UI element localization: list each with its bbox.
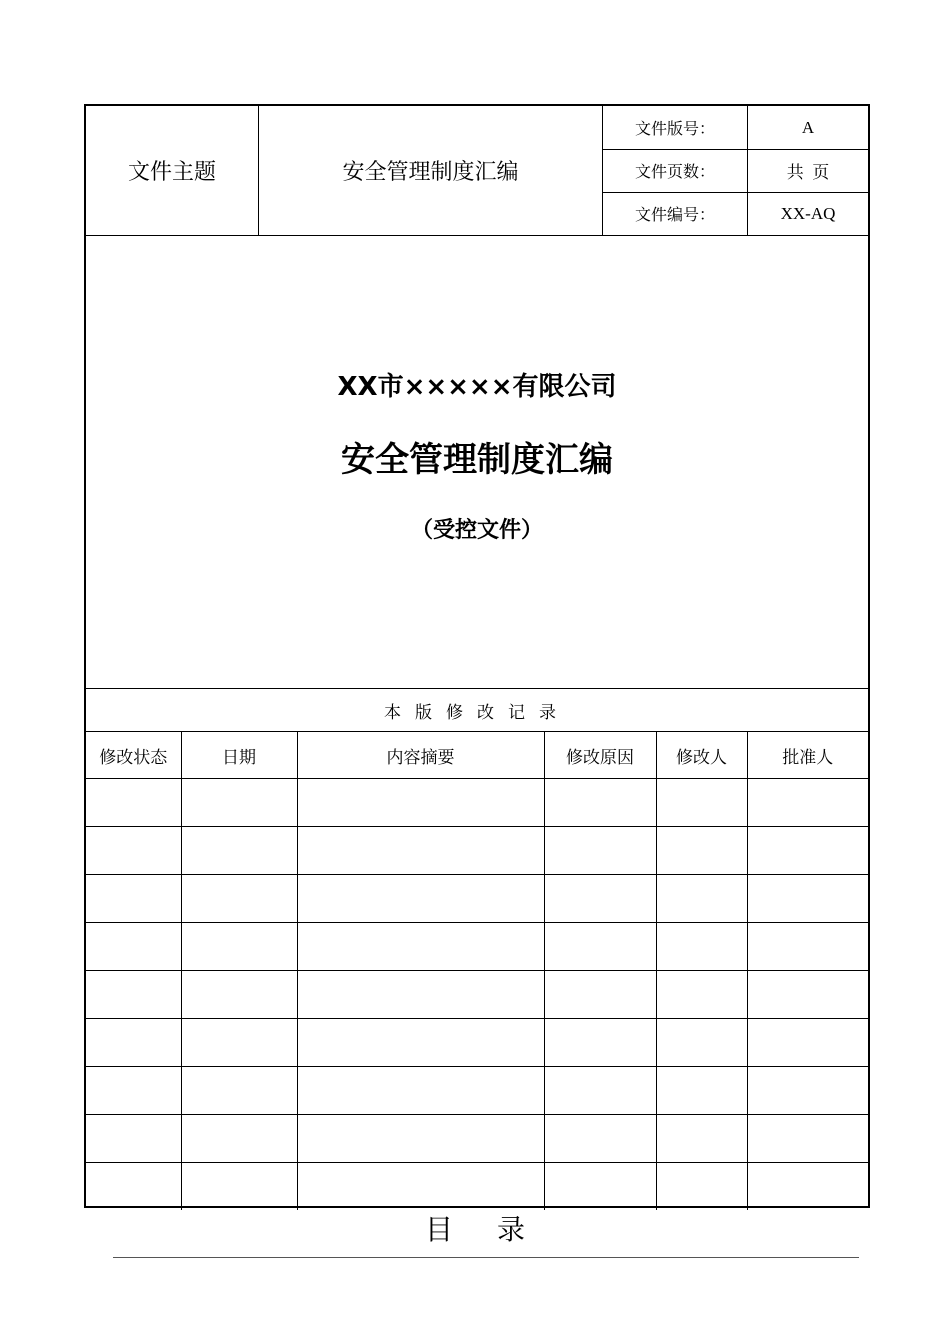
- table-cell: [297, 1019, 544, 1067]
- table-cell: [747, 1067, 868, 1115]
- table-cell: [656, 1067, 747, 1115]
- table-cell: [656, 827, 747, 875]
- column-header: 内容摘要: [297, 732, 544, 779]
- table-row: [86, 1067, 868, 1115]
- table-cell: [181, 1115, 297, 1163]
- table-cell: [747, 779, 868, 827]
- table-cell: [747, 923, 868, 971]
- table-cell: [656, 1163, 747, 1211]
- table-cell: [544, 1115, 656, 1163]
- table-cell: [86, 1163, 181, 1211]
- column-header: 修改人: [656, 732, 747, 779]
- company-name: XX市×××××有限公司: [337, 372, 617, 402]
- table-row: [86, 827, 868, 875]
- column-header: 修改原因: [544, 732, 656, 779]
- table-cell: [747, 1115, 868, 1163]
- column-header: 批准人: [747, 732, 868, 779]
- document-title: 安全管理制度汇编: [341, 440, 613, 480]
- meta-label: 文件页数：: [603, 149, 748, 192]
- table-cell: [297, 923, 544, 971]
- table-cell: [297, 779, 544, 827]
- table-cell: [181, 1067, 297, 1115]
- revision-body: [86, 779, 868, 1211]
- table-cell: [656, 1019, 747, 1067]
- table-cell: [181, 827, 297, 875]
- table-cell: [297, 1115, 544, 1163]
- revision-table: [86, 732, 868, 1210]
- table-cell: [297, 1067, 544, 1115]
- table-cell: [747, 875, 868, 923]
- table-cell: [656, 971, 747, 1019]
- table-row: [86, 971, 868, 1019]
- table-cell: [656, 779, 747, 827]
- subject-label: 文件主题: [86, 106, 259, 235]
- meta-value: 共 页: [786, 163, 830, 182]
- meta-row-number: [603, 192, 868, 235]
- revision-header-row: [86, 732, 868, 779]
- footer-rule: [113, 1257, 859, 1258]
- table-cell: [86, 875, 181, 923]
- column-header: 修改状态: [86, 732, 181, 779]
- table-cell: [181, 875, 297, 923]
- table-cell: [181, 1163, 297, 1211]
- table-row: [86, 1115, 868, 1163]
- table-cell: [86, 1019, 181, 1067]
- header-block: [86, 106, 868, 236]
- table-cell: [544, 923, 656, 971]
- controlled-note: （受控文件）: [410, 518, 543, 543]
- table-row: [86, 1019, 868, 1067]
- table-cell: [181, 779, 297, 827]
- table-cell: [181, 923, 297, 971]
- revision-record-title: 本版修改记录: [86, 689, 868, 732]
- table-cell: [86, 923, 181, 971]
- table-cell: [747, 971, 868, 1019]
- table-cell: [297, 827, 544, 875]
- table-cell: [656, 923, 747, 971]
- table-cell: [297, 1163, 544, 1211]
- table-cell: [86, 971, 181, 1019]
- meta-label: 文件编号：: [603, 192, 748, 235]
- table-row: [86, 1163, 868, 1211]
- table-cell: [544, 1019, 656, 1067]
- table-cell: [544, 779, 656, 827]
- meta-label: 文件版号：: [603, 106, 748, 149]
- table-cell: [86, 1067, 181, 1115]
- table-cell: [86, 827, 181, 875]
- table-row: [86, 779, 868, 827]
- table-cell: [656, 1115, 747, 1163]
- meta-row-version: [603, 106, 868, 150]
- table-cell: [297, 875, 544, 923]
- table-cell: [544, 971, 656, 1019]
- table-cell: [544, 1163, 656, 1211]
- subject-value: 安全管理制度汇编: [259, 106, 603, 235]
- cover-block: [86, 236, 868, 689]
- table-cell: [747, 1163, 868, 1211]
- table-cell: [297, 971, 544, 1019]
- table-cell: [656, 875, 747, 923]
- meta-row-pages: [603, 149, 868, 193]
- table-cell: [544, 827, 656, 875]
- table-cell: [747, 1019, 868, 1067]
- toc-heading: 目录: [424, 1213, 569, 1246]
- table-cell: [544, 1067, 656, 1115]
- table-row: [86, 875, 868, 923]
- document-frame: [84, 104, 870, 1208]
- table-cell: [86, 1115, 181, 1163]
- table-cell: [181, 1019, 297, 1067]
- table-cell: [544, 875, 656, 923]
- table-cell: [181, 971, 297, 1019]
- column-header: 日期: [181, 732, 297, 779]
- meta-value: A: [801, 117, 815, 137]
- meta-value: XX-AQ: [780, 203, 836, 223]
- table-cell: [747, 827, 868, 875]
- table-cell: [86, 779, 181, 827]
- table-row: [86, 923, 868, 971]
